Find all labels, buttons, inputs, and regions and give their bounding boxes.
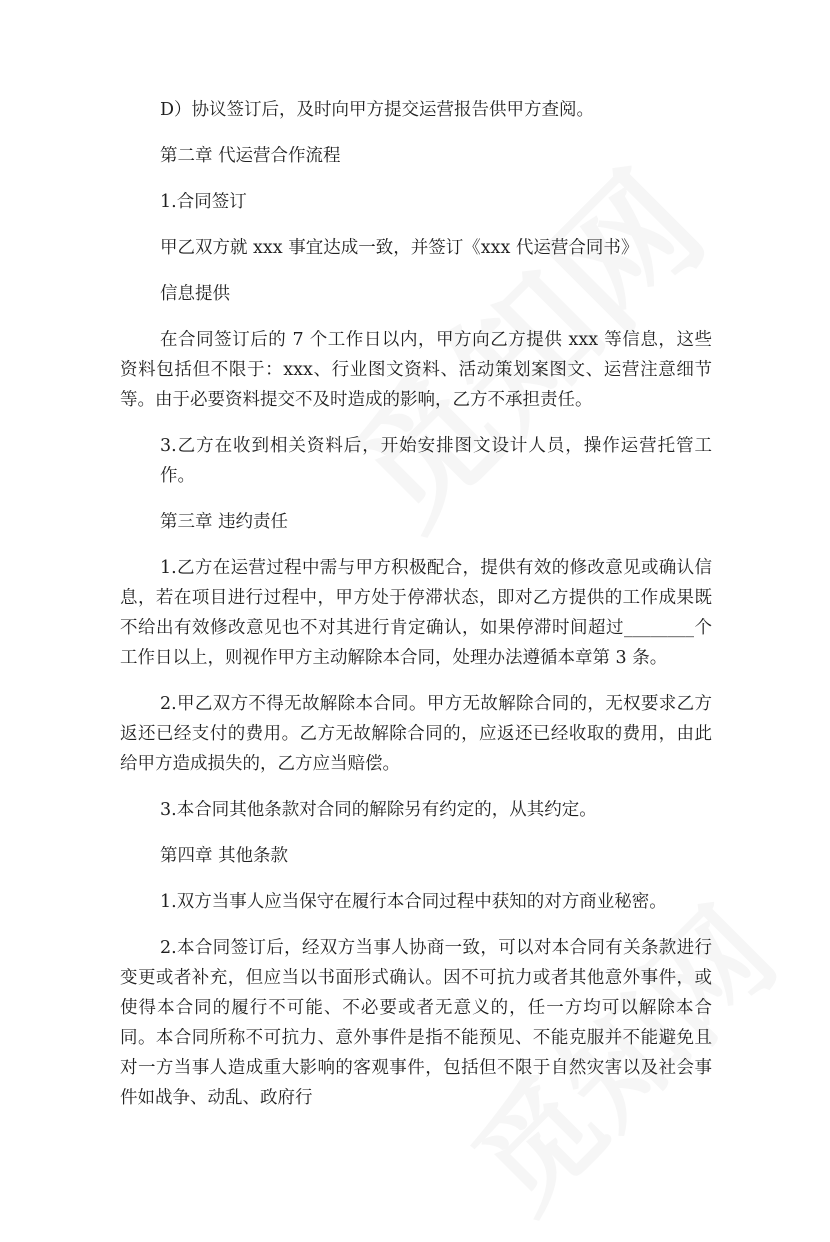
clause-report: D）协议签订后，及时向甲方提交运营报告供甲方查阅。 xyxy=(160,100,595,120)
clause-info-detail: 在合同签订后的 7 个工作日以内，甲方向乙方提供 xxx 等信息，这些资料包括但不限于：xxx、行业图文资料、活动策划案图文、运营注意细节等。由于必要资料提交不及时造成的影响，乙方不承担责任。 xyxy=(120,330,712,410)
chapter-3-heading: 第三章 违约责任 xyxy=(160,512,289,532)
chapter-2-heading: 第二章 代运营合作流程 xyxy=(160,146,341,166)
clause-contract-signing: 1.合同签订 xyxy=(160,192,247,212)
clause-agreement: 甲乙双方就 xxx 事宜达成一致，并签订《xxx 代运营合同书》 xyxy=(160,238,639,258)
clause-breach-1: 1.乙方在运营过程中需与甲方积极配合，提供有效的修改意见或确认信息，若在项目进行过程中，甲方处于停滞状态，即对乙方提供的工作成果既不给出有效修改意见也不对其进行肯定确认，如果停滞时间超过________个工作日以上，则视作甲方主动解除本合同，处理办法遵循本章第 3 条。 xyxy=(120,558,712,668)
document-page xyxy=(120,95,712,1129)
chapter-4-heading: 第四章 其他条款 xyxy=(160,846,289,866)
clause-info-provision: 信息提供 xyxy=(160,284,230,304)
clause-breach-2: 2.甲乙双方不得无故解除本合同。甲方无故解除合同的，无权要求乙方返还已经支付的费用。乙方无故解除合同的，应返还已经收取的费用，由此给甲方造成损失的，乙方应当赔偿。 xyxy=(120,694,712,774)
clause-design-staff: 3.乙方在收到相关资料后，开始安排图文设计人员，操作运营托管工作。 xyxy=(160,436,712,486)
clause-breach-3: 3.本合同其他条款对合同的解除另有约定的，从其约定。 xyxy=(160,800,597,820)
clause-other-2: 2.本合同签订后，经双方当事人协商一致，可以对本合同有关条款进行变更或者补充，但应当以书面形式确认。因不可抗力或者其他意外事件，或使得本合同的履行不可能、不必要或者无意义的，任一方均可以解除本合同。本合同所称不可抗力、意外事件是指不能预见、不能克服并不能避免且对一方当事人造成重大影响的客观事件，包括但不限于自然灾害以及社会事件如战争、动乱、政府行 xyxy=(120,938,712,1108)
clause-other-1: 1.双方当事人应当保守在履行本合同过程中获知的对方商业秘密。 xyxy=(160,892,667,912)
